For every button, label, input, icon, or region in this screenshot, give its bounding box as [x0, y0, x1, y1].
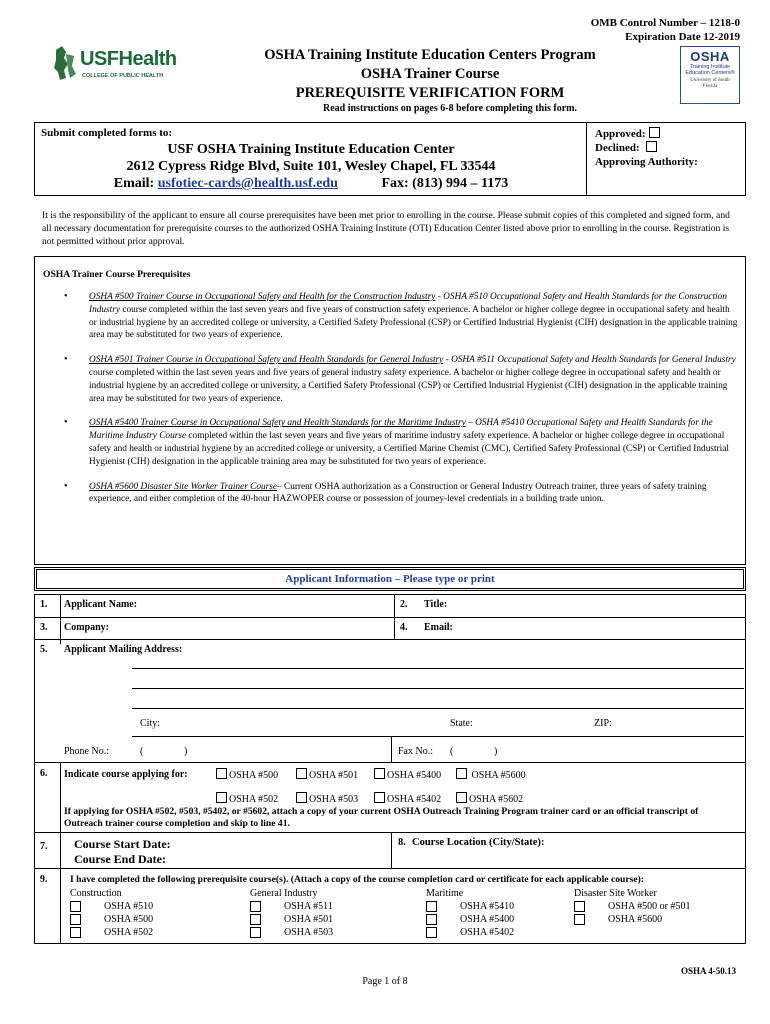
address-line-3[interactable]: [132, 708, 744, 709]
prereq-entry-label: OSHA #500 or #501: [608, 901, 691, 912]
prereq-col-maritime: [426, 887, 514, 939]
applicant-info-header: Applicant Information – Please type or print: [34, 567, 746, 591]
number-col-divider: [60, 832, 61, 868]
prereq-entry[interactable]: [250, 900, 333, 913]
prereq-entry[interactable]: [250, 913, 333, 926]
prereq-entry-label: OSHA #502: [104, 927, 154, 938]
badge-sub: Training Institute Education Centers®: [685, 64, 735, 76]
course-location-field[interactable]: [398, 852, 740, 866]
prereq-entry[interactable]: [426, 913, 514, 926]
prereq-entry[interactable]: [70, 900, 153, 913]
prereq-checkbox[interactable]: [574, 914, 585, 925]
logo-text: USFHealth: [80, 48, 177, 70]
prereq-item: [59, 291, 739, 342]
state-label: State:: [450, 718, 473, 729]
prereq-entry-label: OSHA #501: [284, 914, 334, 925]
omb-info: [591, 16, 740, 44]
course-option-label: OSHA #5600: [471, 770, 526, 781]
prereq-checkbox[interactable]: [250, 927, 261, 938]
col-divider: [391, 736, 392, 762]
course-checkbox[interactable]: [296, 792, 307, 803]
course-option-501[interactable]: [296, 768, 358, 781]
email-field[interactable]: [464, 620, 742, 638]
phone-label: Phone No.:: [64, 746, 109, 757]
prereq-entry[interactable]: [250, 926, 333, 939]
prereq-entry[interactable]: [574, 900, 691, 913]
course-option-5600[interactable]: [456, 768, 526, 781]
prereq-checkbox[interactable]: [426, 927, 437, 938]
approval-panel: [595, 127, 698, 169]
course-checkbox[interactable]: [456, 768, 467, 779]
city-state-zip-line[interactable]: [132, 736, 744, 737]
prereq-entry-label: OSHA #510: [104, 901, 154, 912]
declined-checkbox[interactable]: [646, 141, 657, 152]
prereq-detail: – Current OSHA authorization as a Construction or General Industry Outreach trainer, three years of safety training experience, and either completion of the 40-hour HAZWOPER course or possession of journey-level credentials in a building trade union.: [89, 481, 707, 505]
prereq-item: [59, 354, 739, 405]
course-checkbox[interactable]: [374, 768, 385, 779]
prereq-checkbox[interactable]: [70, 927, 81, 938]
prereq-col-title: Disaster Site Worker: [574, 888, 657, 899]
mailing-address-label: Applicant Mailing Address:: [64, 644, 183, 655]
prereq-detail: course completed within the last seven years and five years of general industry safety experience. A bachelor or higher college degree in occupational safety and health or industrial hygiene by an accredited college or university, a Certified Safety Professional (CSP) or Certified Industrial Hygienist (CIH) designation in the applicable training area may be substituted for two years of experience.: [89, 367, 728, 404]
address-line-2[interactable]: [132, 688, 744, 689]
prereq-col-title: Construction: [70, 888, 122, 899]
prereq-entry-label: OSHA #5400: [460, 914, 515, 925]
fax-label: Fax No.:: [398, 746, 433, 757]
form-border-left: [34, 594, 35, 944]
prereq-checkbox[interactable]: [574, 901, 585, 912]
course-end-label: Course End Date:: [74, 852, 166, 866]
form-border-bottom: [34, 943, 746, 944]
course-option-label: OSHA #503: [309, 794, 359, 805]
submit-address: [35, 141, 587, 192]
badge-university: University of South Florida: [690, 78, 730, 89]
course-option-5400[interactable]: [374, 768, 441, 781]
number-col-divider: [60, 868, 61, 944]
submit-org: USF OSHA Training Institute Education Center: [167, 142, 455, 157]
prereq-course: OSHA #5400 Trainer Course in Occupational Safety and Health Standards for the Maritime Industry: [89, 418, 466, 429]
row-number: 7.: [40, 841, 48, 852]
applicant-name-field[interactable]: [164, 596, 390, 616]
prereq-sep: -: [435, 292, 444, 302]
prereq-detail: course completed within the last seven years and five years of construction safety experience. A bachelor or higher college degree in occupational safety and health or industrial hygiene by an accredited college or university, a Certified Safety Professional (CSP) or Certified Industrial Hygienist (CIH) designation in the applicable training area may be substituted for two years of experience.: [89, 304, 738, 341]
bullet-icon: •: [64, 480, 68, 492]
prereq-entry[interactable]: [70, 913, 153, 926]
course-option-label: OSHA #5602: [469, 794, 524, 805]
number-col-divider: [60, 762, 61, 832]
course-dates: [74, 837, 171, 867]
course-option-label: OSHA #5400: [387, 770, 442, 781]
col-divider: [394, 618, 395, 640]
row-divider: [34, 868, 746, 869]
prereq-entry-label: OSHA #5600: [608, 914, 663, 925]
prereq-course: OSHA #501 Trainer Course in Occupational Safety and Health Standards for General Industry: [89, 355, 444, 366]
course-location-label: Course Location (City/State):: [412, 837, 545, 848]
email-label: Email:: [113, 176, 155, 191]
course-option-5402[interactable]: [374, 792, 441, 805]
prereq-col-construction: [70, 887, 153, 939]
course-location-number: 8.: [398, 837, 406, 848]
badge-main: OSHA: [690, 49, 730, 64]
submit-street: 2612 Cypress Ridge Blvd, Suite 101, Wesley Chapel, FL 33544: [126, 159, 496, 174]
prereq-entry[interactable]: [574, 913, 691, 926]
logo-subtitle: COLLEGE OF PUBLIC HEALTH: [82, 73, 164, 79]
phone-paren: ): [184, 746, 188, 757]
zip-label: ZIP:: [594, 718, 612, 729]
fax-number: Fax: (813) 994 – 1173: [381, 176, 509, 191]
course-checkbox[interactable]: [374, 792, 385, 803]
prereq-entry[interactable]: [426, 900, 514, 913]
fax-field[interactable]: [504, 742, 740, 760]
email-link[interactable]: usfotiec-cards@health.usf.edu: [157, 176, 338, 191]
approving-authority-label: Approving Authority:: [595, 156, 698, 168]
prereq-col-title: General Industry: [250, 888, 318, 899]
course-option-503[interactable]: [296, 792, 358, 805]
applicant-name-label: Applicant Name:: [64, 599, 138, 610]
prereq-col-general-industry: [250, 887, 333, 939]
course-option-5602[interactable]: [456, 792, 523, 805]
fax-paren: ): [494, 746, 498, 757]
title-field[interactable]: [458, 596, 742, 616]
course-checkbox[interactable]: [216, 768, 227, 779]
submit-box: [34, 122, 746, 196]
prereq-checkbox[interactable]: [70, 901, 81, 912]
row-divider: [34, 832, 746, 833]
prereq-sep: -: [443, 355, 452, 366]
submit-contact: [35, 175, 587, 192]
submit-address-panel: [35, 123, 587, 195]
prereq-requirement: OSHA #5410 Occupational Safety and Health Standards for the Maritime Industry Course: [89, 418, 713, 442]
address-line-1[interactable]: [132, 668, 744, 669]
prereq-entry-label: OSHA #503: [284, 927, 334, 938]
fax-paren: (: [450, 746, 454, 757]
email-label: Email:: [424, 622, 453, 633]
prereq-item: [59, 417, 739, 468]
course-option-500[interactable]: [216, 768, 278, 781]
course-option-label: OSHA #500: [229, 770, 279, 781]
course-option-label: OSHA #501: [309, 770, 359, 781]
if-applying-note: If applying for OSHA #502, #503, #5402, or #5602, attach a copy of your current OSHA Outreach Training Program trainer card or an official transcript of Outreach trainer course completion and skip to line 41.: [64, 806, 699, 829]
prereq-course: OSHA #5600 Disaster Site Worker Trainer Course: [89, 481, 278, 492]
prereq-entry[interactable]: [426, 926, 514, 939]
prereq-requirement: OSHA #510 Occupational Safety and Health Standards for the Construction Industry: [89, 292, 727, 315]
col-divider: [394, 594, 395, 618]
prereq-entry-label: OSHA #511: [284, 901, 333, 912]
row-number: 2.: [400, 599, 408, 610]
prereq-detail: completed within the last seven years and five years of maritime industry safety experience. A bachelor or higher college degree in occupational safety and health or industrial hygiene by an accredited college or university, a Certified Marine Chemist (CMC), Certified Safety Professional (CSP) or Certified Industrial Hygienist (CIH) designation in the applicable training area may be substituted for two years of experience.: [89, 431, 729, 467]
prereq-requirement: OSHA #511 Occupational Safety and Health Standards for General Industry: [451, 355, 736, 366]
course-option-label: OSHA #5402: [387, 794, 442, 805]
prereq-entry[interactable]: [70, 926, 153, 939]
submit-label: Submit completed forms to:: [41, 127, 173, 139]
row-number: 6.: [40, 768, 48, 779]
company-label: Company:: [64, 622, 110, 633]
course-end-field[interactable]: [194, 851, 388, 865]
row-number: 3.: [40, 622, 48, 633]
prereq-entry-label: OSHA #5410: [460, 901, 515, 912]
omb-number: OMB Control Number – 1218-0: [590, 17, 740, 29]
usf-health-logo: [52, 44, 202, 84]
city-label: City:: [140, 718, 161, 729]
row-number: 4.: [400, 622, 408, 633]
prereq-col-disaster-site: [574, 887, 691, 926]
row-number: 5.: [40, 644, 48, 655]
instructions-note: Read instructions on pages 6-8 before completing this form.: [323, 103, 577, 114]
course-checkbox[interactable]: [296, 768, 307, 779]
form-code: OSHA 4-50.13: [680, 966, 736, 976]
course-start-label: Course Start Date:: [74, 837, 171, 851]
title-line-2: OSHA Trainer Course: [360, 66, 500, 82]
row-number: 9.: [40, 874, 48, 885]
bullet-icon: •: [64, 417, 68, 429]
prereq-entry-label: OSHA #500: [104, 914, 154, 925]
prereq-entry-label: OSHA #5402: [460, 927, 515, 938]
row-divider: [34, 762, 746, 763]
expiration-date: Expiration Date 12-2019: [625, 31, 740, 43]
row-number: 1.: [40, 599, 48, 610]
prereq-course: OSHA #500 Trainer Course in Occupational Safety and Health for the Construction Industry: [89, 292, 436, 302]
form-border-right: [745, 594, 746, 944]
prerequisites-list: [59, 291, 739, 518]
approved-label: Approved:: [595, 128, 646, 140]
bullet-icon: •: [64, 291, 68, 302]
course-checkbox[interactable]: [456, 792, 467, 803]
company-field[interactable]: [124, 620, 390, 638]
course-checkbox[interactable]: [216, 792, 227, 803]
prereq-checkbox[interactable]: [70, 914, 81, 925]
osha-oti-badge: [680, 46, 740, 104]
prereq-checkbox[interactable]: [250, 901, 261, 912]
title-line-1: OSHA Training Institute Education Centers Program: [264, 47, 596, 63]
col-divider: [391, 832, 392, 868]
prereq-checkbox[interactable]: [426, 914, 437, 925]
approved-checkbox[interactable]: [649, 127, 660, 138]
course-option-502[interactable]: [216, 792, 278, 805]
prerequisites-title: OSHA Trainer Course Prerequisites: [43, 269, 191, 280]
prereq-col-title: Maritime: [426, 888, 464, 899]
completed-courses-label: I have completed the following prerequisite course(s). (Attach a copy of the course completion card or certificate for each applicable course):: [70, 874, 644, 885]
declined-label: Declined:: [595, 142, 640, 154]
title-line-3: PREREQUISITE VERIFICATION FORM: [295, 85, 565, 101]
applicant-form: [34, 594, 746, 944]
bullet-icon: •: [64, 354, 68, 366]
phone-paren: (: [140, 746, 144, 757]
form-title: [200, 46, 660, 103]
prereq-checkbox[interactable]: [426, 901, 437, 912]
course-applying-label: Indicate course applying for:: [64, 769, 188, 780]
course-option-label: OSHA #502: [229, 794, 279, 805]
prereq-checkbox[interactable]: [250, 914, 261, 925]
responsibility-text: It is the responsibility of the applicant to ensure all course prerequisites have been met prior to enrolling in the course. Please submit copies of this completed and signed form, and all necessary documentation for prerequisite courses to the authorized OSHA Training Institute (OTI) Education Center listed above prior to enrolling in the course. Registration is not permitted without prior approval.: [42, 210, 730, 247]
prereq-item: [59, 481, 739, 507]
title-label: Title:: [424, 599, 448, 610]
prereq-sep: –: [465, 418, 476, 429]
course-start-field[interactable]: [194, 836, 388, 850]
page-number: Page 1 of 8: [362, 976, 408, 987]
phone-field[interactable]: [194, 742, 390, 760]
prerequisites-box: [34, 256, 746, 565]
